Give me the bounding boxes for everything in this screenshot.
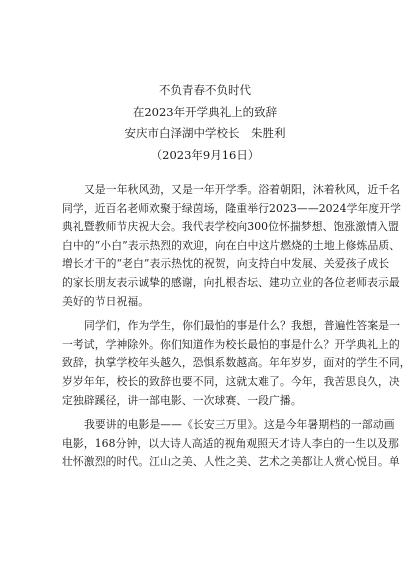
paragraph-2 xyxy=(62,317,411,410)
text-line: 一考试，学神除外。你们知道作为校长最怕的事是什么？开学典礼上的 xyxy=(62,337,400,351)
speech-author: 安庆市白泽湖中学校长 朱胜利 xyxy=(124,126,286,140)
text-line: 岁岁年年，校长的致辞也要不同，这就太难了。今年，我苦思良久，决 xyxy=(62,374,400,388)
document-header xyxy=(0,80,410,166)
text-line: 增长才干的“老白”表示热忱的祝贺，向支持白中发展、关爱孩子成长 xyxy=(62,257,390,271)
text-line: 的家长朋友表示诚挚的感谢，向扎根杏坛、建功立业的各位老师表示最 xyxy=(62,275,400,289)
speech-title: 不负青春不负时代 xyxy=(159,83,251,97)
paragraph-3 xyxy=(62,416,400,472)
text-line: 同学们，作为学生，你们最怕的事是什么？我想，普遍性答案是一 xyxy=(84,319,401,333)
speech-date: （2023年9月16日） xyxy=(150,147,260,162)
text-line: 典礼暨教师节庆祝大会。我代表学校向300位怀揣梦想、饱涨激情入盟 xyxy=(62,220,399,234)
text-line: 又是一年秋风劲，又是一年开学季。浴着朝阳，沐着秋风，近千名 xyxy=(84,183,401,196)
text-line: 白中的“小白”表示热烈的欢迎，向在白中这片燃烧的土地上修炼品质、 xyxy=(62,238,401,252)
text-line: 定独辟蹊径，讲一部电影、一次球赛、一段广播。 xyxy=(62,393,302,407)
text-line: 电影，168分钟，以大诗人高适的视角观照天才诗人李白的一生以及那 xyxy=(62,436,399,450)
speech-subtitle: 在2023年开学典礼上的致辞 xyxy=(132,104,278,119)
text-line: 我要讲的电影是——《长安三万里》。这是今年暑期档的一部动画 xyxy=(84,418,395,432)
speech-body xyxy=(62,181,411,472)
text-line: 同学，近百名老师欢聚于绿茵场，隆重举行2023——2024学年度开学 xyxy=(62,201,402,215)
text-line: 致辞，执掌学校年头越久，恐惧系数越高。年年岁岁，面对的学生不同， xyxy=(62,356,411,370)
text-line: 壮怀激烈的时代。江山之美、人性之美、艺术之美都让人赏心悦目。单 xyxy=(62,455,400,469)
text-line: 美好的节日祝福。 xyxy=(62,294,150,308)
paragraph-1 xyxy=(62,181,402,311)
